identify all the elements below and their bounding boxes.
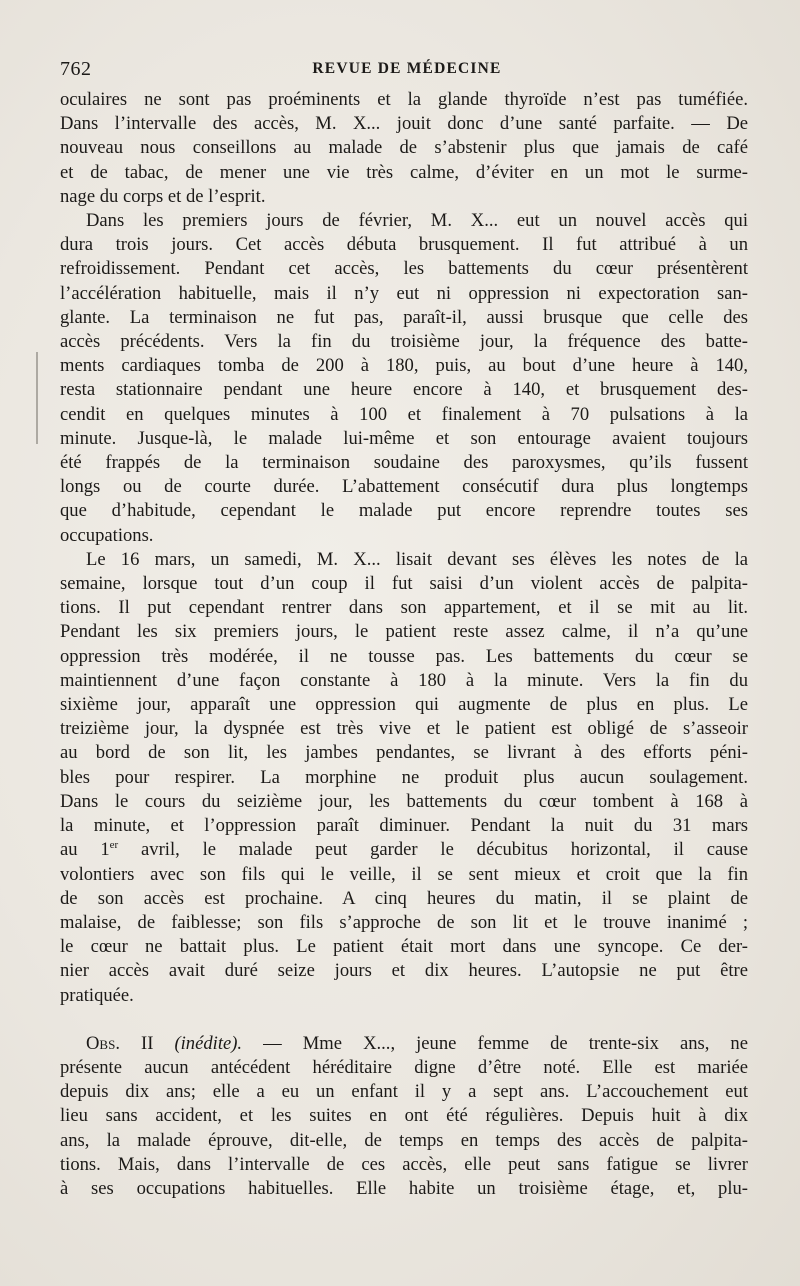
text-line: oppression très modérée, il ne tousse pas. Les battements du cœur se bbox=[60, 645, 748, 667]
text-line: été frappés de la terminaison soudaine des paroxysmes, qu’ils fussent bbox=[60, 452, 748, 474]
text-line: dura trois jours. Cet accès débuta brusquement. Il fut attribué à un bbox=[60, 234, 748, 256]
text-line: le cœur ne battait plus. Le patient était mort dans une syncope. Ce der- bbox=[60, 936, 748, 958]
text-line: treizième jour, la dyspnée est très vive et le patient est obligé de s’asseoir bbox=[60, 718, 748, 740]
paragraph-3 bbox=[60, 548, 748, 1008]
text-line: à ses occupations habituelles. Elle habite un troisième étage, et, plu- bbox=[60, 1177, 748, 1199]
text-line: lieu sans accident, et les suites en ont été régulières. Depuis huit à dix bbox=[60, 1105, 748, 1127]
text-line: occupations. bbox=[60, 524, 154, 546]
text-line: semaine, lorsque tout d’un coup il fut saisi d’un violent accès de palpita- bbox=[60, 573, 748, 595]
text-line: ans, la malade éprouve, dit-elle, de temps en temps des accès de palpita- bbox=[60, 1129, 748, 1151]
text-line: la minute, et l’oppression paraît diminuer. Pendant la nuit du 31 mars bbox=[60, 815, 748, 837]
superscript: er bbox=[109, 839, 119, 852]
observation-label-italic: (inédite). bbox=[174, 1032, 243, 1054]
text-line: resta stationnaire pendant une heure encore à 140, et brusquement des- bbox=[60, 379, 748, 401]
text-line: refroidissement. Pendant cet accès, les battements du cœur présentèrent bbox=[60, 258, 748, 280]
text-line: depuis dix ans; elle a eu un enfant il y a sept ans. L’accouchement eut bbox=[60, 1081, 748, 1103]
text-line: bles pour respirer. La morphine ne produit plus aucun soulagement. bbox=[60, 766, 748, 788]
running-title: REVUE DE MÉDECINE bbox=[312, 60, 502, 77]
text-line-with-superscript bbox=[60, 838, 748, 862]
text-line: de son accès est prochaine. A cinq heures du matin, il se plaint de bbox=[60, 887, 748, 909]
text-line: glante. La terminaison ne fut pas, paraît-il, aussi brusque que celle des bbox=[60, 306, 748, 328]
text-line: sixième jour, apparaît une oppression qui augmente de plus en plus. Le bbox=[60, 694, 748, 716]
text-line: Dans les premiers jours de février, M. X... eut un nouvel accès qui bbox=[86, 210, 748, 232]
paragraph-2 bbox=[60, 209, 748, 548]
paragraph-4 bbox=[60, 1032, 748, 1201]
text-line: accès précédents. Vers la fin du troisième jour, la fréquence des batte- bbox=[60, 331, 748, 353]
text-line: Pendant les six premiers jours, le patient reste assez calme, il n’a qu’une bbox=[60, 621, 748, 643]
text-line: et de tabac, de mener une vie très calme, d’éviter en un mot le surme- bbox=[60, 161, 748, 183]
text-line: ments cardiaques tomba de 200 à 180, puis, au bout d’une heure à 140, bbox=[60, 355, 748, 377]
text-line: longs ou de courte durée. L’abattement consécutif dura plus longtemps bbox=[60, 476, 748, 498]
text-line: nage du corps et de l’esprit. bbox=[60, 185, 266, 207]
text-fragment: avril, le malade peut garder le décubitus horizontal, il cause bbox=[118, 839, 749, 861]
page-header bbox=[60, 58, 750, 84]
text-line: que d’habitude, cependant le malade put encore reprendre toutes ses bbox=[60, 500, 748, 522]
observation-heading-line bbox=[60, 1032, 748, 1056]
text-line: cendit en quelques minutes à 100 et finalement à 70 pulsations à la bbox=[60, 403, 748, 425]
body-text bbox=[60, 88, 748, 1201]
text-line: malaise, de faiblesse; son fils s’approche de son lit et le trouve inanimé ; bbox=[60, 911, 748, 933]
text-line: minute. Jusque-là, le malade lui-même et son entourage avaient toujours bbox=[60, 427, 748, 449]
text-line: volontiers avec son fils qui le veille, il se sent mieux et croit que la fin bbox=[60, 863, 748, 885]
text-line: tions. Mais, dans l’intervalle de ces accès, elle peut sans fatigue se livrer bbox=[60, 1153, 748, 1175]
text-line: nier accès avait duré seize jours et dix heures. L’autopsie ne put être bbox=[60, 960, 748, 982]
section-gap bbox=[60, 1008, 748, 1032]
text-line: Dans l’intervalle des accès, M. X... jouit donc d’une santé parfaite. — De bbox=[60, 113, 748, 135]
text-line: Dans le cours du seizième jour, les battements du cœur tombent à 168 à bbox=[60, 790, 748, 812]
text-line: tions. Il put cependant rentrer dans son appartement, et il se mit au lit. bbox=[60, 597, 748, 619]
text-line: l’accélération habituelle, mais il n’y eut ni oppression ni expectoration san- bbox=[60, 282, 748, 304]
margin-pencil-mark bbox=[36, 352, 38, 444]
text-line: oculaires ne sont pas proéminents et la glande thyroïde n’est pas tuméfiée. bbox=[60, 89, 748, 110]
observation-label: Obs. II bbox=[86, 1032, 154, 1054]
text-line: nouveau nous conseillons au malade de s’abstenir plus que jamais de café bbox=[60, 137, 748, 159]
text-fragment: au 1 bbox=[60, 839, 110, 861]
text-fragment: — Mme X..., jeune femme de trente-six ans, ne bbox=[242, 1032, 748, 1054]
text-line: au bord de son lit, les jambes pendantes, se livrant à des efforts péni- bbox=[60, 742, 748, 764]
page-number: 762 bbox=[60, 58, 92, 80]
paragraph-1 bbox=[60, 88, 748, 209]
text-line: présente aucun antécédent héréditaire digne d’être noté. Elle est mariée bbox=[60, 1056, 748, 1078]
text-line: maintiennent d’une façon constante à 180 à la minute. Vers la fin du bbox=[60, 669, 748, 691]
text-line: Le 16 mars, un samedi, M. X... lisait devant ses élèves les notes de la bbox=[86, 548, 748, 570]
text-line: pratiquée. bbox=[60, 984, 134, 1006]
